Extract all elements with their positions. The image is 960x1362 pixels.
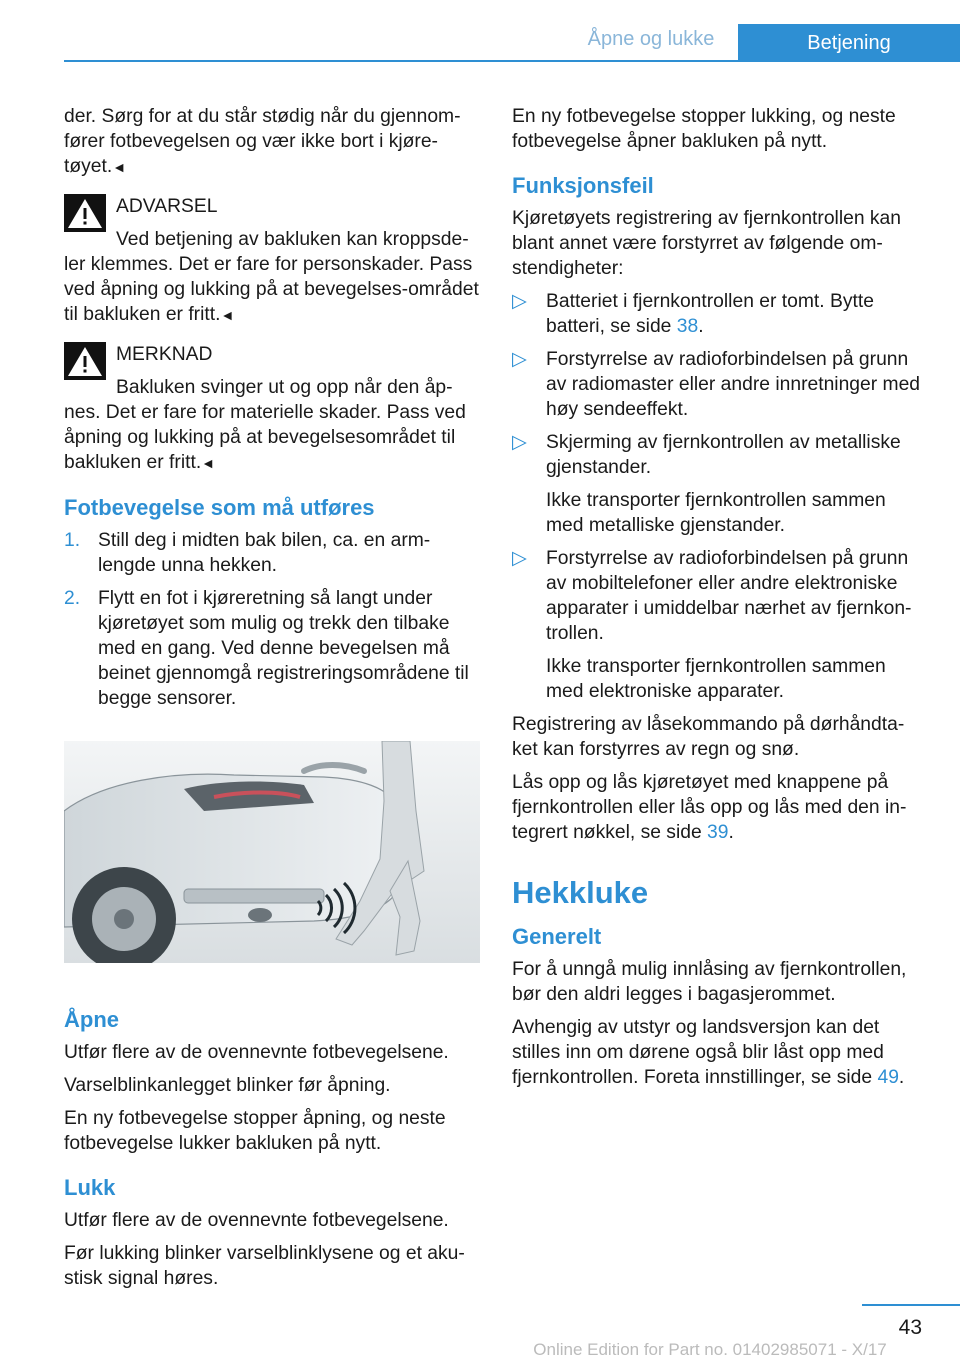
footer-rule — [862, 1304, 960, 1306]
step-text: Flytt en fot i kjøreretning så langt under kjøretøyet som mulig og trekk den tilbake med en gang. Ved denne bevegelsen må beinet gjennomgå registreringsområdene til begge sensorer. — [98, 588, 469, 709]
heading-malfunction: Funksjonsfeil — [512, 173, 654, 198]
heading-tailgate: Hekkluke — [512, 875, 649, 910]
list-item — [512, 546, 928, 704]
left-intro-paragraph — [64, 104, 482, 180]
bullet-subtext: Ikke transporter fjernkontrollen sammen med elektroniske apparater. — [546, 656, 886, 702]
warning-body-text: Ved betjening av bakluken kan kroppsde-ler klemmes. Det er fare for personskader. Pass ved åpning og lukking på at bevegelses-området til bakluken er fritt. — [64, 229, 479, 325]
general-text: Avhengig av utstyr og landsversjon kan det stilles inn om dørene også blir låst opp med fjernkontrollen. Foreta innstillinger, se side — [512, 1017, 884, 1088]
header-tab-label: Betjening — [807, 32, 891, 54]
general-paragraph-1: For å unngå mulig innlåsing av fjernkontrollen, bør den aldri legges i bagasjerommet. — [512, 959, 907, 1005]
list-item — [512, 430, 928, 538]
list-item — [64, 586, 482, 711]
notice-body-text: Bakluken svinger ut og opp når den åp-nes. Det er fare for materielle skader. Pass ved åpning og lukking på at bevegelsesområdet til bakluken er fritt. — [64, 377, 466, 473]
list-item — [512, 347, 928, 422]
warning-body — [64, 227, 482, 328]
page-link-38[interactable]: 38 — [676, 316, 699, 337]
steps-list — [64, 528, 482, 711]
right-column — [512, 104, 928, 1098]
bullet-text: Skjerming av fjernkontrollen av metalliske gjenstander. — [546, 432, 901, 478]
bullet-arrow-icon: ▷ — [512, 432, 527, 453]
warning-box-1 — [64, 194, 482, 328]
heading-general: Generelt — [512, 924, 602, 949]
general-tail: . — [898, 1067, 905, 1088]
bullet-text: Forstyrrelse av radioforbindelsen på grunn av mobiltelefoner eller andre elektroniske apparater i umiddelbar nærhet av fjernkon-trollen. — [546, 548, 912, 644]
lock-text: Lås opp og lås kjøretøyet med knappene på fjernkontrollen eller lås opp og lås med den in-tegrert nøkkel, se side — [512, 772, 907, 843]
heading-open: Åpne — [64, 1007, 119, 1032]
end-mark-icon: ◄ — [112, 159, 127, 175]
close-paragraph-1: Utfør flere av de ovennevnte fotbevegelsene. — [64, 1210, 449, 1231]
page-number: 43 — [898, 1316, 922, 1339]
end-mark-icon: ◄ — [220, 307, 235, 323]
lock-paragraph — [512, 770, 928, 845]
malfunction-intro: Kjøretøyets registrering av fjernkontrollen kan blant annet være forstyrret av følgende om-stendigheter: — [512, 208, 901, 279]
notice-triangle-icon — [64, 342, 106, 380]
list-item — [512, 289, 928, 339]
header-rule — [64, 60, 960, 62]
open-paragraph-2: Varselblinkanlegget blinker før åpning. — [64, 1075, 391, 1096]
notice-body — [64, 375, 482, 476]
warning-triangle-icon — [64, 194, 106, 232]
heading-foot-movement: Fotbevegelse som må utføres — [64, 495, 375, 520]
bullet-text: Forstyrrelse av radioforbindelsen på grunn av radiomaster eller andre innretninger med høy sendeeffekt. — [546, 349, 921, 420]
page-link-39[interactable]: 39 — [707, 822, 729, 843]
open-paragraph-1: Utfør flere av de ovennevnte fotbevegelsene. — [64, 1042, 449, 1063]
heading-close: Lukk — [64, 1175, 116, 1200]
bullet-text: Batteriet i fjernkontrollen er tomt. Bytte batteri, se side — [546, 291, 874, 337]
bullet-arrow-icon: ▷ — [512, 349, 527, 370]
registration-paragraph: Registrering av låsekommando på dørhåndta-ket kan forstyrres av regn og snø. — [512, 714, 905, 760]
header-tab — [738, 24, 960, 62]
close-paragraph-2: Før lukking blinker varselblinklysene og et aku-stisk signal høres. — [64, 1243, 465, 1289]
bullet-arrow-icon: ▷ — [512, 291, 527, 312]
open-paragraph-3: En ny fotbevegelse stopper åpning, og neste fotbevegelse lukker bakluken på nytt. — [64, 1108, 446, 1154]
page-link-49[interactable]: 49 — [877, 1067, 899, 1088]
figure-foot-gesture-illustration — [64, 741, 480, 963]
step-number: 1. — [64, 530, 81, 551]
step-text: Still deg i midten bak bilen, ca. en arm-lengde unna hekken. — [98, 530, 431, 576]
general-paragraph-2 — [512, 1015, 928, 1090]
notice-label: MERKNAD — [116, 344, 213, 365]
warning-label: ADVARSEL — [116, 196, 218, 217]
malfunction-list — [512, 289, 928, 704]
notice-box — [64, 342, 482, 476]
left-intro-text: der. Sørg for at du står stødig når du gjennom-fører fotbevegelsen og vær ikke bort i kjøre-tøyet. — [64, 106, 461, 177]
lock-tail: . — [728, 822, 734, 843]
end-mark-icon: ◄ — [201, 455, 216, 471]
step-number: 2. — [64, 588, 81, 609]
header-section-title: Åpne og lukke — [587, 28, 715, 50]
bullet-arrow-icon: ▷ — [512, 548, 527, 569]
footer-edition-text: Online Edition for Part no. 01402985071 - X/17 — [533, 1340, 887, 1359]
bullet-subtext: Ikke transporter fjernkontrollen sammen med metalliske gjenstander. — [546, 490, 886, 536]
bullet-tail: . — [698, 316, 704, 337]
left-column — [64, 104, 482, 1299]
list-item — [64, 528, 482, 578]
right-intro-paragraph: En ny fotbevegelse stopper lukking, og neste fotbevegelse åpner bakluken på nytt. — [512, 106, 896, 152]
